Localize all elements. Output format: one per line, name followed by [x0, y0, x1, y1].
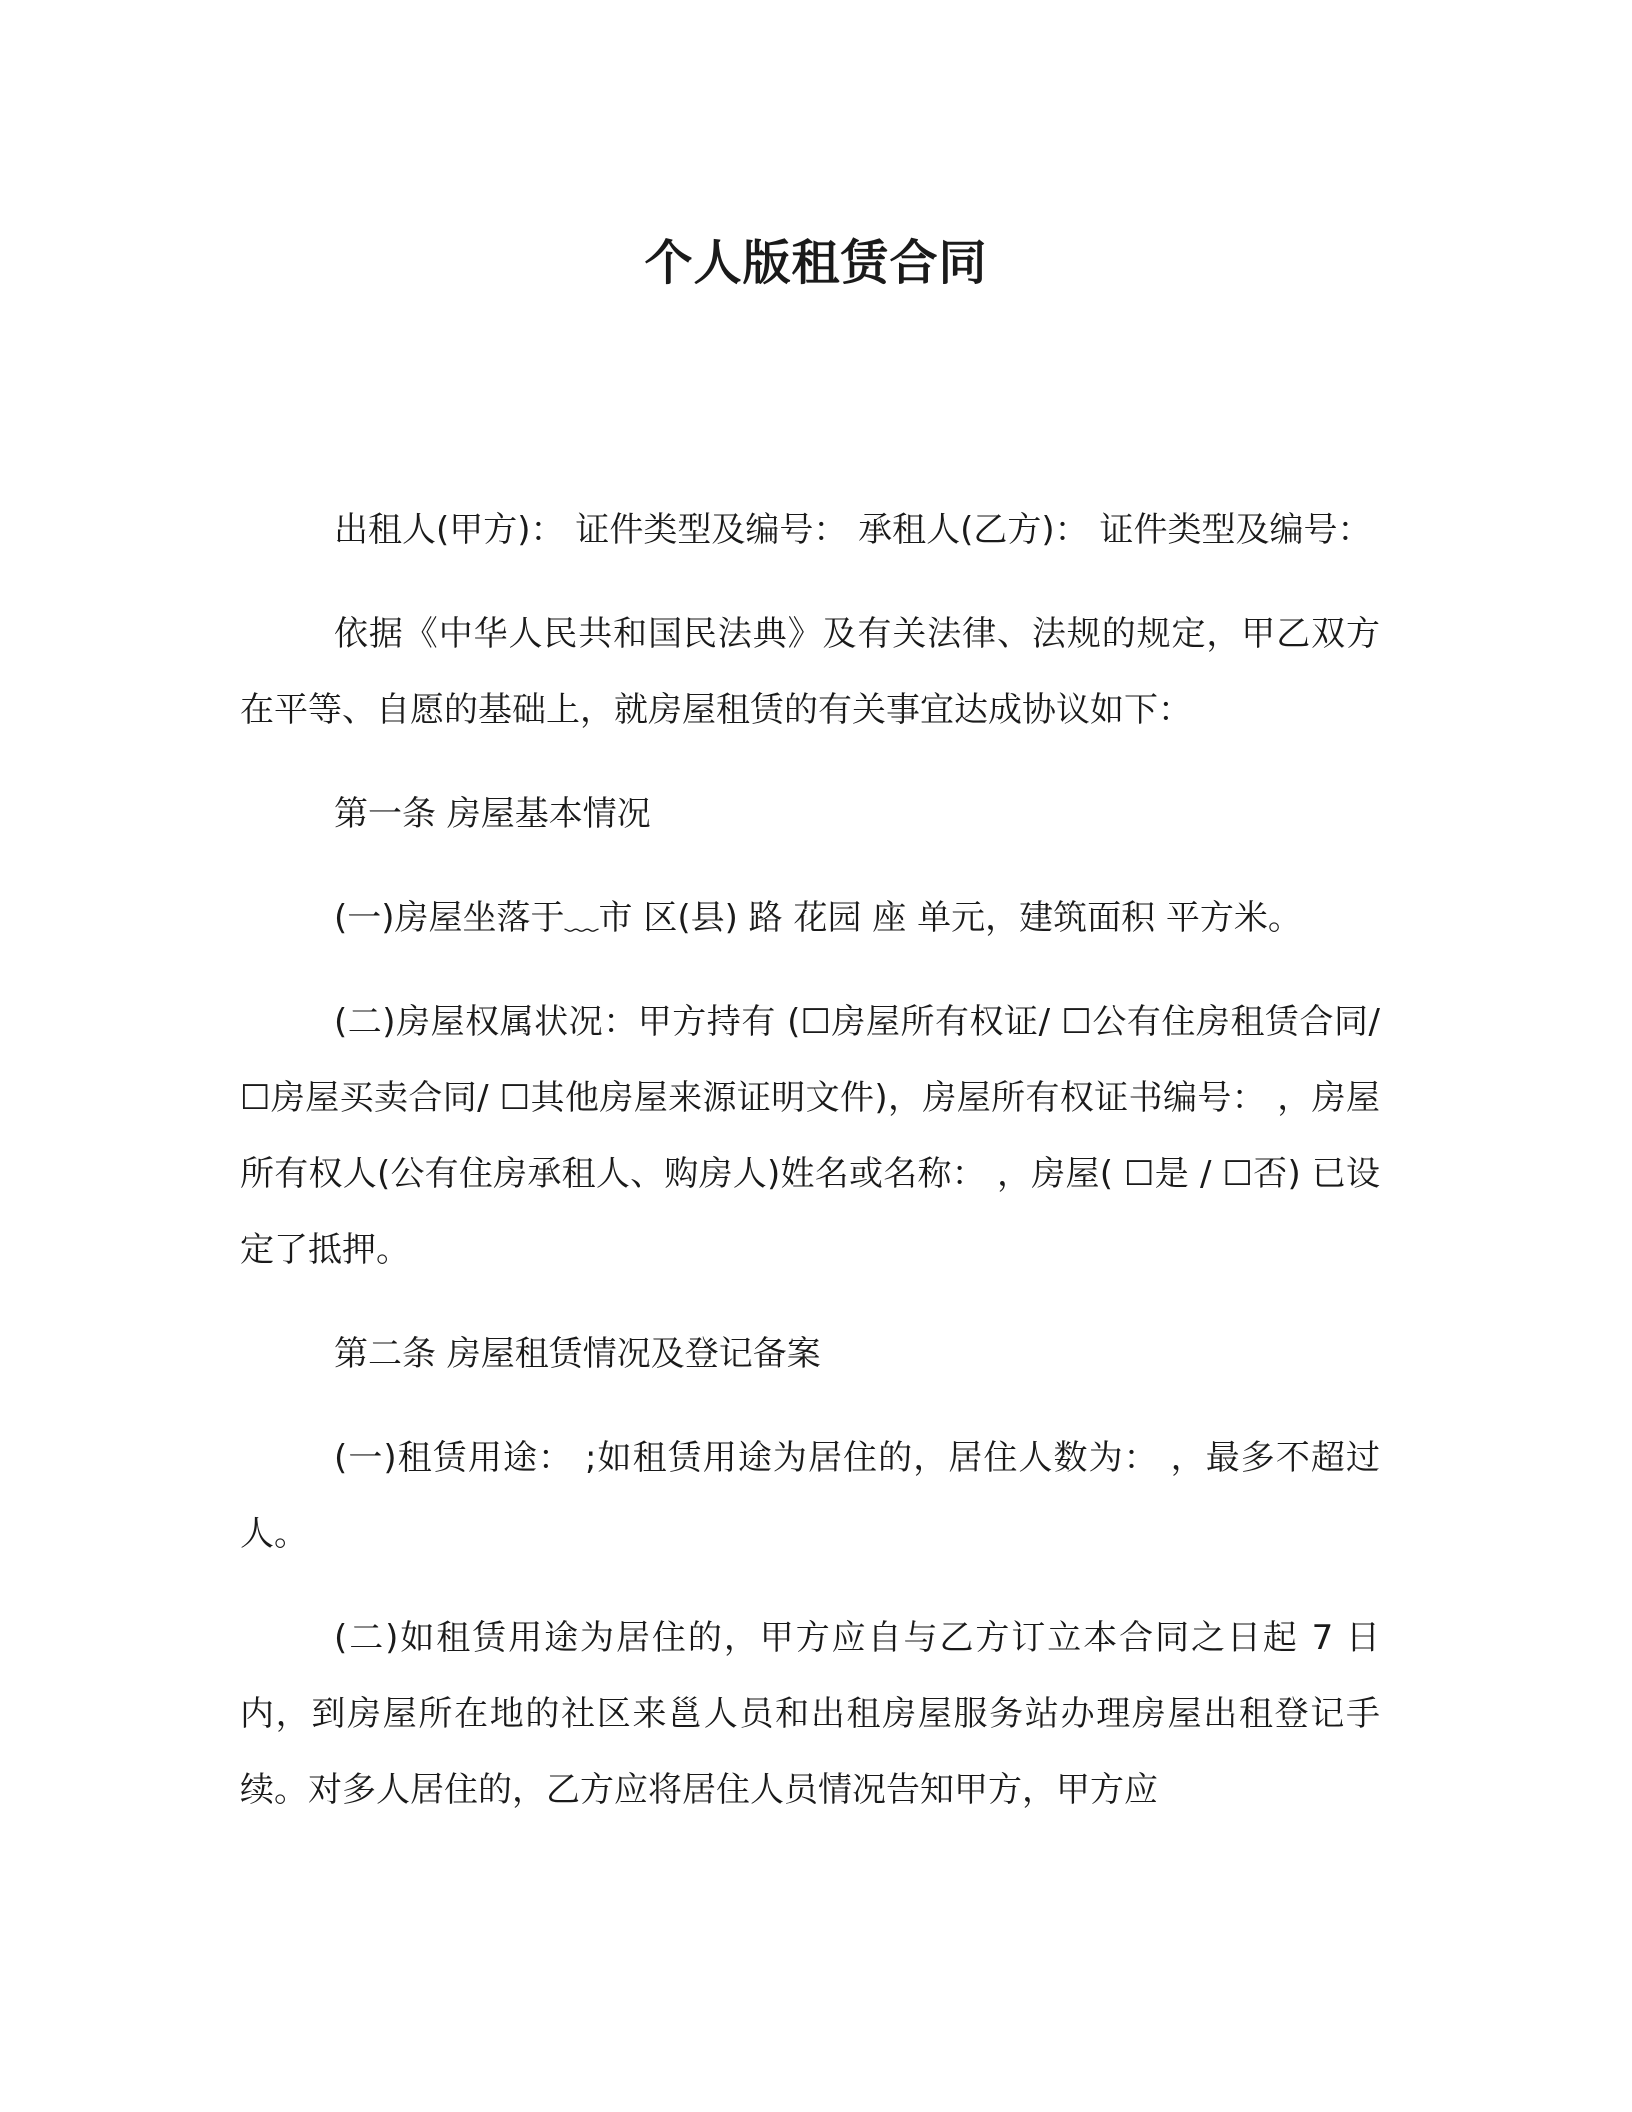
preamble-paragraph: 依据《中华人民共和国民法典》及有关法律、法规的规定，甲乙双方在平等、自愿的基础上，就房屋租赁的有关事宜达成协议如下：	[240, 614, 1380, 730]
article-2-clause-1: (一)租赁用途： ;如租赁用途为居住的，居住人数为： ，最多不超过 人。	[240, 1438, 1380, 1554]
document-body	[240, 492, 1380, 1856]
article-2-heading: 第二条 房屋租赁情况及登记备案	[334, 1334, 821, 1374]
parties-paragraph: 出租人(甲方)： 证件类型及编号： 承租人(乙方)： 证件类型及编号：	[334, 510, 1372, 550]
article-1-clause-1: (一)房屋坐落于﹏市 区(县) 路 花园 座 单元，建筑面积 平方米。	[334, 898, 1302, 938]
article-2-clause-2: (二)如租赁用途为居住的，甲方应自与乙方订立本合同之日起 7 日内，到房屋所在地的社区来邕人员和出租房屋服务站办理房屋出租登记手续。对多人居住的，乙方应将居住人员情况告知甲方，甲方应	[240, 1618, 1380, 1810]
article-1-heading: 第一条 房屋基本情况	[334, 794, 651, 834]
document-title: 个人版租赁合同	[644, 235, 988, 291]
article-1-clause-2: (二)房屋权属状况：甲方持有 (☐房屋所有权证/ ☐公有住房租赁合同/ ☐房屋买卖合同/ ☐其他房屋来源证明文件)，房屋所有权证书编号： ，房屋所有权人(公有住房承租人、购房人)姓名或名称： ，房屋( ☐是 / ☐否) 已设定了抵押。	[240, 1002, 1380, 1270]
